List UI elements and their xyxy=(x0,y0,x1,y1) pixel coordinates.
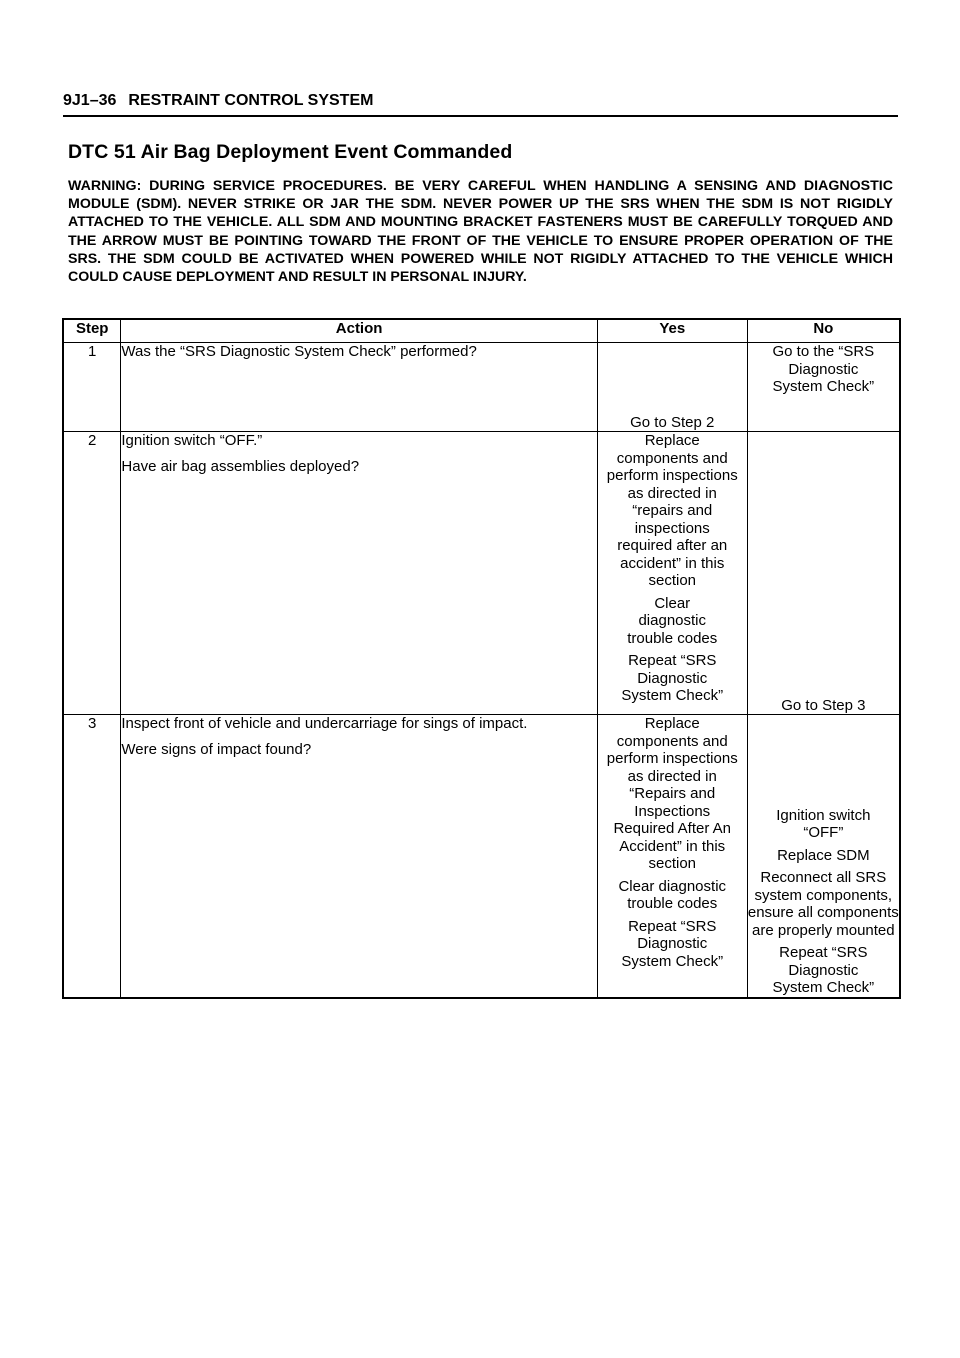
page-header xyxy=(63,90,898,117)
yes-text: Repeat “SRS Diagnostic System Check” xyxy=(621,917,724,970)
no-text: Replace SDM xyxy=(777,846,870,864)
section-code: 9J1–36 xyxy=(63,92,117,109)
no-text: Reconnect all SRS system components, ensure all components are properly mounted xyxy=(747,869,899,939)
step-number: 1 xyxy=(63,343,121,432)
table-header-row xyxy=(63,319,900,343)
yes-cell xyxy=(597,715,747,998)
yes-text: Repeat “SRS Diagnostic System Check” xyxy=(621,652,724,704)
header-step: Step xyxy=(63,319,121,343)
header-action: Action xyxy=(121,319,597,343)
table-row xyxy=(63,715,900,998)
no-text: Repeat “SRS Diagnostic System Check” xyxy=(772,944,875,996)
yes-text: Replace components and perform inspections as directed in “Repairs and Inspections Required After An Accident” in this section xyxy=(606,715,738,872)
action-cell xyxy=(121,715,597,998)
action-text: Ignition switch “OFF.” xyxy=(121,432,263,449)
action-cell xyxy=(121,343,597,432)
header-yes: Yes xyxy=(597,319,747,343)
no-cell xyxy=(747,432,900,715)
warning-text: WARNING: DURING SERVICE PROCEDURES. BE VERY CAREFUL WHEN HANDLING A SENSING AND DIAGNOSTIC MODULE (SDM). NEVER STRIKE OR JAR THE SDM. NEVER POWER UP THE SRS WHEN THE SDM IS NOT RIGIDLY ATTACHED TO THE VEHICLE. ALL SDM AND MOUNTING BRACKET FASTENERS MUST BE CAREFULLY TORQUED AND THE ARROW MUST BE POINTING TOWARD THE FRONT OF THE VEHICLE TO ENSURE PROPER OPERATION OF THE SRS. THE SDM COULD BE ACTIVATED WHEN POWERED WHILE NOT RIGIDLY ATTACHED TO THE VEHICLE WHICH COULD CAUSE DEPLOYMENT AND RESULT IN PERSONAL INJURY. xyxy=(68,178,893,286)
action-text: Were signs of impact found? xyxy=(121,740,312,758)
no-cell xyxy=(747,343,900,432)
yes-text: Clear diagnostic trouble codes xyxy=(627,594,718,647)
no-cell xyxy=(747,715,900,998)
action-text: Was the “SRS Diagnostic System Check” performed? xyxy=(121,343,477,360)
no-text: Ignition switch “OFF” xyxy=(776,806,871,841)
page-title: DTC 51 Air Bag Deployment Event Commanded xyxy=(68,141,513,163)
no-text: Go to the “SRS Diagnostic System Check” xyxy=(772,343,875,395)
yes-text: Go to Step 2 xyxy=(630,413,715,431)
step-number: 2 xyxy=(63,432,121,715)
yes-text: Clear diagnostic trouble codes xyxy=(618,877,727,912)
no-text: Go to Step 3 xyxy=(781,696,866,714)
yes-cell xyxy=(597,343,747,432)
yes-cell xyxy=(597,432,747,715)
table-row xyxy=(63,343,900,432)
table-row xyxy=(63,432,900,715)
header-no: No xyxy=(747,319,900,343)
action-text: Have air bag assemblies deployed? xyxy=(121,457,360,475)
step-number: 3 xyxy=(63,715,121,998)
section-title: RESTRAINT CONTROL SYSTEM xyxy=(128,92,374,109)
yes-text: Replace components and perform inspections as directed in “repairs and inspections required after an accident” in this section xyxy=(606,432,738,589)
action-text: Inspect front of vehicle and undercarriage for sings of impact. xyxy=(121,715,528,732)
action-cell xyxy=(121,432,597,715)
diagnostic-table xyxy=(62,318,901,999)
